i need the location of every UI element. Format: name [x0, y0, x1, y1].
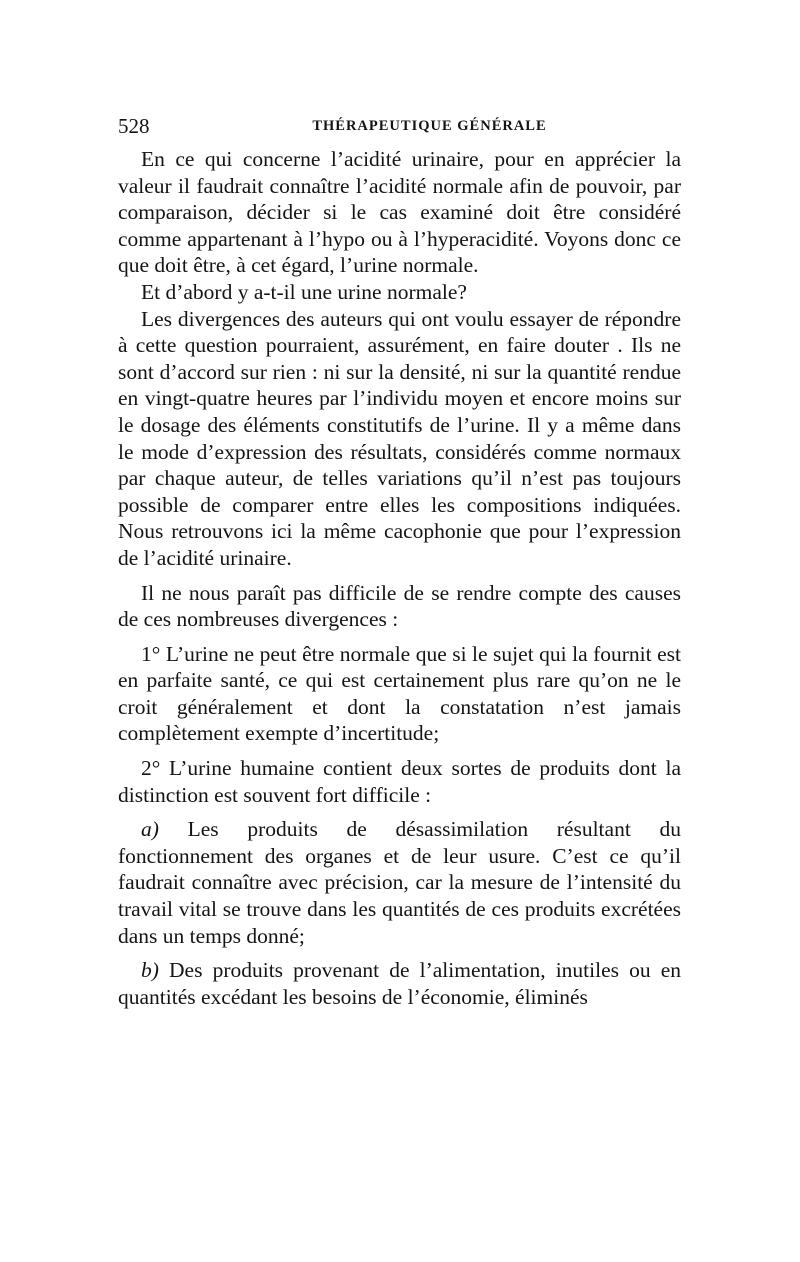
paragraph-item-b [118, 957, 681, 1010]
paragraph-point-1 [118, 641, 681, 747]
paragraph-acidite [118, 146, 681, 279]
paragraph-text: Il ne nous paraît pas difficile de se rendre compte des causes de ces nombreuses divergences : [118, 580, 681, 632]
item-label: a) [141, 817, 159, 842]
page-header [118, 112, 681, 140]
item-label: b) [141, 958, 159, 983]
paragraph-text: Les produits de désassimilation résultant du fonctionnement des organes et de leur usure. C’est ce qu’il faudrait connaître avec précision, car la mesure de l’intensité du travail vital se trouve dans les quantités de ces produits excrétées dans un temps donné; [118, 817, 681, 948]
paragraph-point-2 [118, 755, 681, 808]
book-page [118, 112, 681, 1010]
paragraph-text: En ce qui concerne l’acidité urinaire, pour en apprécier la valeur il faudrait connaître l’acidité normale afin de pouvoir, par comparaison, décider si le cas examiné doit être considéré comme appartenant à l’hypo ou à l’hyperacidité. Voyons donc ce que doit être, à cet égard, l’urine normale. [118, 147, 681, 278]
paragraph-item-a [118, 816, 681, 949]
paragraph-question [118, 279, 681, 306]
paragraph-text: Les divergences des auteurs qui ont voulu essayer de répondre à cette question pourraient, assurément, en faire douter . Ils ne sont d’accord sur rien : ni sur la densité, ni sur la quantité rendue en vingt-quatre heures par l’individu moyen et encore moins sur le dosage des éléments constitutifs de l’urine. Il y a même dans le mode d’expression des résultats, considérés comme normaux par chaque auteur, de telles variations qu’il n’est pas toujours possible de comparer entre elles les compositions indiquées. Nous retrouvons ici la même cacophonie que pour l’expression de l’acidité urinaire. [118, 306, 681, 570]
paragraph-divergences [118, 306, 681, 572]
body-text [118, 146, 681, 1010]
running-head: THÉRAPEUTIQUE GÉNÉRALE [312, 118, 547, 134]
paragraph-text: 1° L’urine ne peut être normale que si le sujet qui la fournit est en parfaite santé, ce qui est certainement plus rare qu’on ne le croit généralement et dont la constatation n’est jamais complètement exempte d’incertitude; [118, 641, 681, 746]
paragraph-text: Des produits provenant de l’alimentation, inutiles ou en quantités excédant les besoins de l’économie, éliminés [118, 958, 681, 1009]
paragraph-causes [118, 580, 681, 633]
paragraph-text: Et d’abord y a-t-il une urine normale? [141, 279, 467, 304]
paragraph-text: 2° L’urine humaine contient deux sortes de produits dont la distinction est souvent fort difficile : [118, 756, 681, 807]
page-number: 528 [118, 114, 150, 138]
